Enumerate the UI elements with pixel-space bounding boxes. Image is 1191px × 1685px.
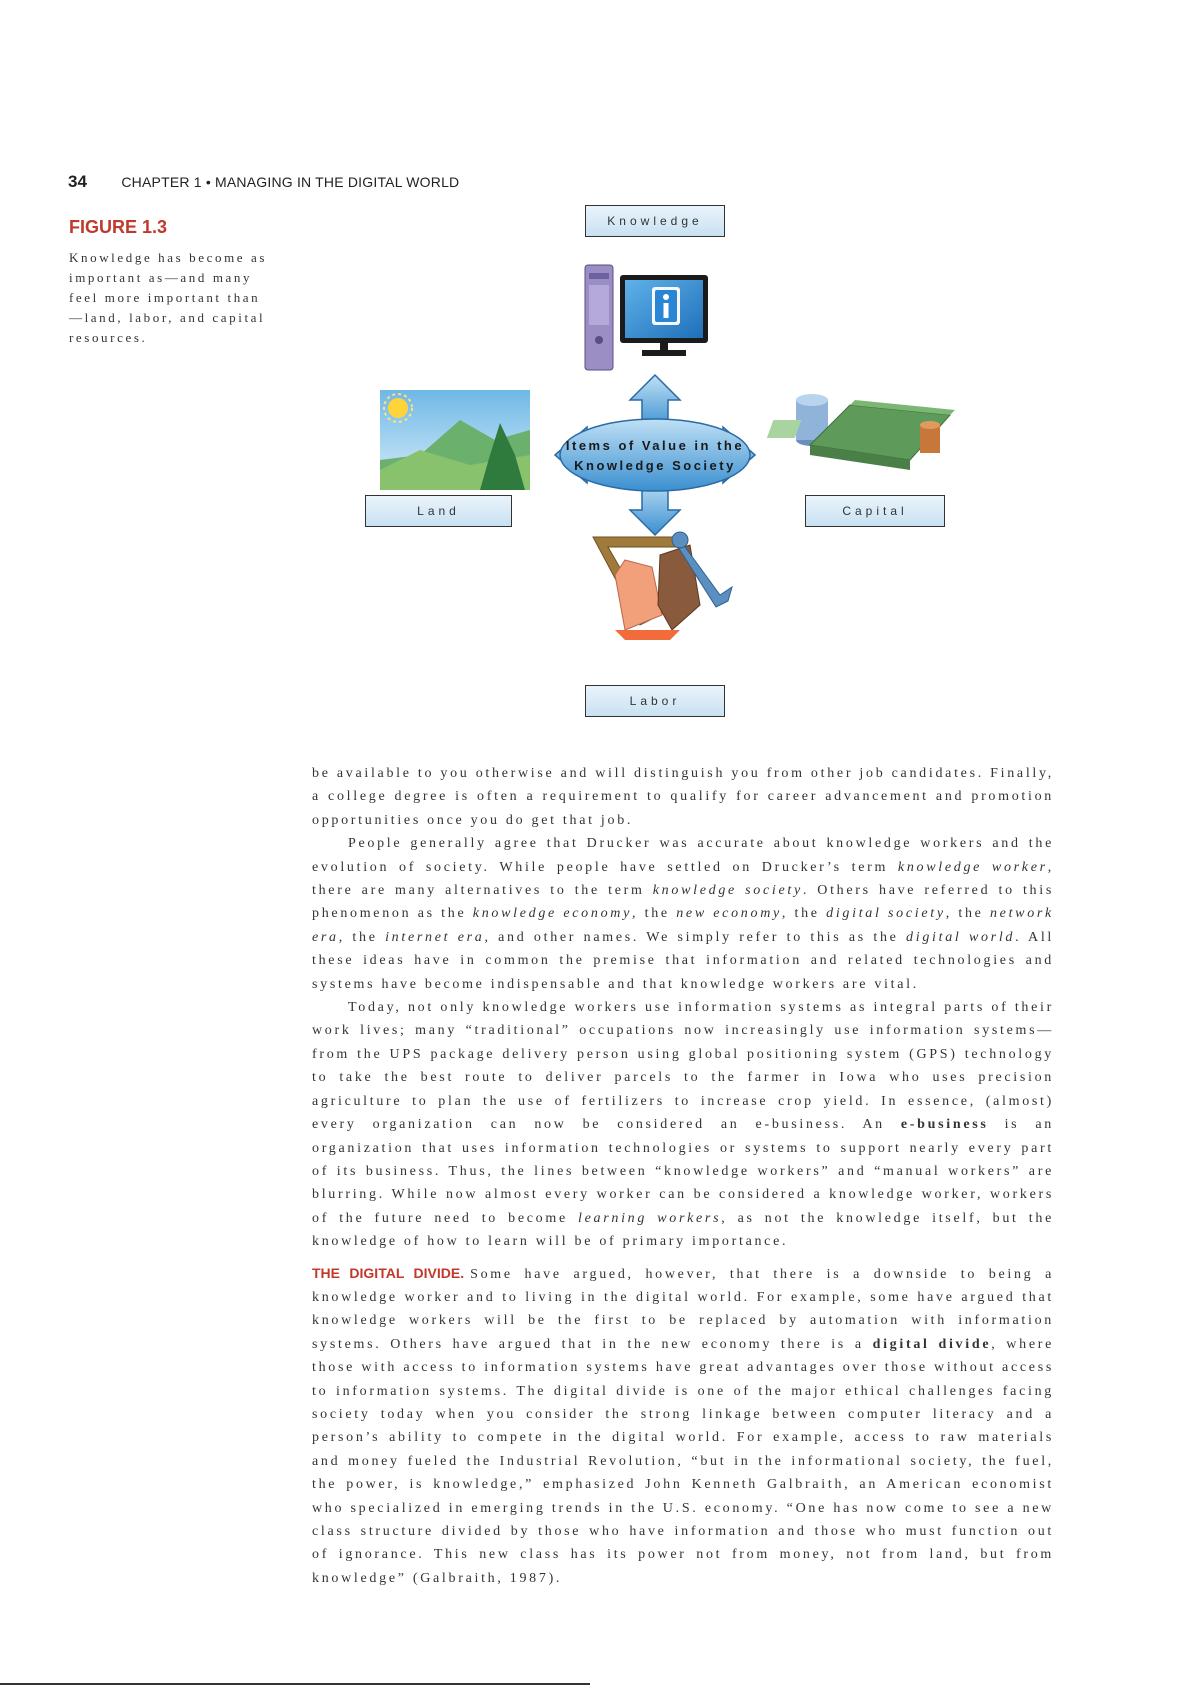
center-label-line1: Items of Value in the [565,438,745,453]
figure-label: FIGURE 1.3 [69,217,168,237]
page-number: 34 [68,172,87,191]
label-knowledge: Knowledge [585,205,725,237]
center-ellipse [560,419,750,491]
paragraph-1: be available to you otherwise and will distinguish you from other job candidates. Finally, a college degree is often a requirement to qualify for career advancement and promotion opportunities once you do get that job. [312,766,1054,828]
diagram-graphics [380,215,1030,725]
capital-illustration [767,394,955,470]
chapter-title: CHAPTER 1 • MANAGING IN THE DIGITAL WORLD [121,174,460,190]
label-land: Land [365,495,512,527]
labor-illustration [593,532,732,640]
figure-diagram [380,215,1030,725]
label-capital: Capital [805,495,945,527]
paragraph-3: Today, not only knowledge workers use information systems as integral parts of their work lives; many “traditional” occupations now increasingly use information systems—from the UPS package delivery person using global positioning system (GPS) technology to take the best route to deliver parcels to the farmer in Iowa who uses precision agriculture to plan the use of fertilizers to increase crop yield. In essence, (almost) every organization can now be considered an e-business. An e-business is an organization that uses information technologies or systems to support nearly every part of its business. Thus, the lines between “knowledge workers” and “manual workers” are blurring. While now almost every worker can be considered a knowledge worker, workers of the future need to become learning workers, as not the knowledge itself, but the knowledge of how to learn will be of primary importance. [312,1000,1054,1250]
running-header [68,172,459,192]
paragraph-2: People generally agree that Drucker was accurate about knowledge workers and the evolution of society. While people have settled on Drucker’s term knowledge worker, there are many alternatives to the term knowledge society. Others have referred to this phenomenon as the knowledge economy, the new economy, the digital society, the network era, the internet era, and other names. We simply refer to this as the digital world. All these ideas have in common the premise that information and related technologies and systems have become indispensable and that knowledge workers are vital. [312,836,1054,992]
land-illustration [380,390,530,490]
center-label-line2: Knowledge Society [574,458,736,473]
figure-caption: Knowledge has become as important as—and many feel more important than—land, labor, and capital resources. [69,250,268,345]
computer-illustration [585,265,708,370]
body-text [312,762,1054,1590]
section-heading: THE DIGITAL DIVIDE. [312,1264,465,1281]
label-labor: Labor [585,685,725,717]
paragraph-4: THE DIGITAL DIVIDE. Some have argued, however, that there is a downside to being a knowledge worker and to living in the digital world. For example, some have argued that knowledge workers will be the first to be replaced by automation with information systems. Others have argued that in the new economy there is a digital divide, where those with access to information systems have great advantages over those without access to information systems. The digital divide is one of the major ethical challenges facing society today when you consider the strong linkage between computer literacy and a person’s ability to compete in the digital world. For example, access to raw materials and money fueled the Industrial Revolution, “but in the informational society, the fuel, the power, is knowledge,” emphasized John Kenneth Galbraith, an American economist who specialized in emerging trends in the U.S. economy. “One has now come to see a new class structure divided by those who have information and those who must function out of ignorance. This new class has its power not from money, not from land, but from knowledge” (Galbraith, 1987). [312,1264,1055,1586]
